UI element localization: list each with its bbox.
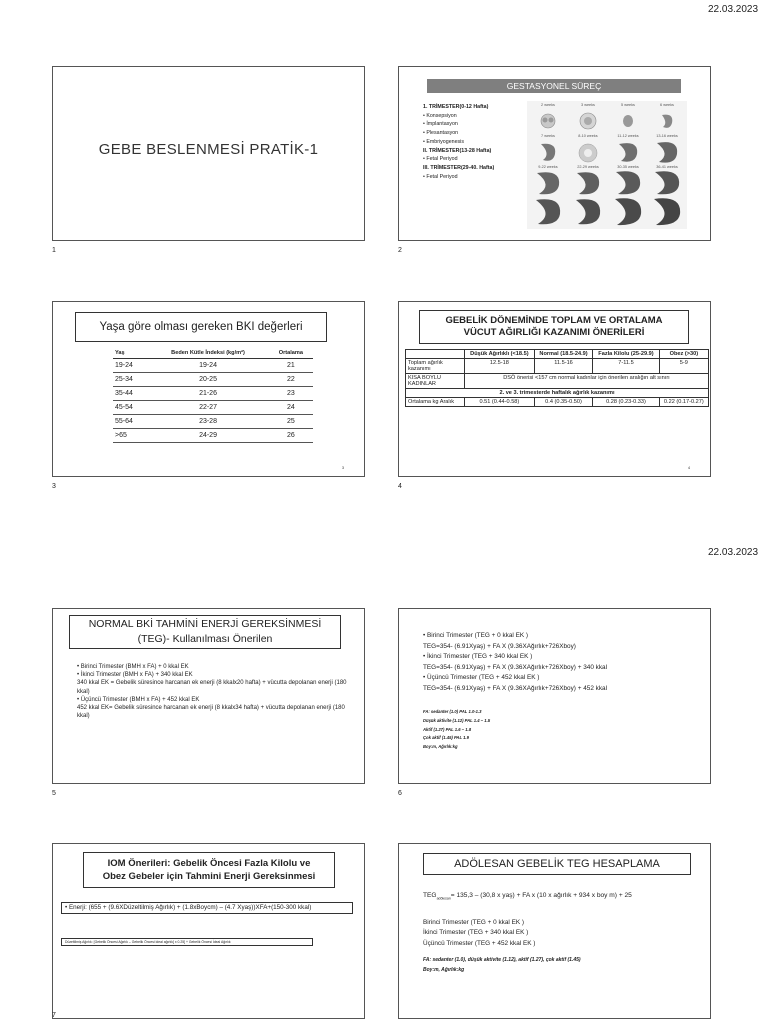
- embryo-cell: [648, 196, 686, 227]
- table-row: [113, 401, 313, 415]
- slide-number: 6: [398, 790, 402, 797]
- slide-1[interactable]: [52, 66, 365, 241]
- list-item: • Plesantasyon: [423, 129, 533, 138]
- table-cell: 22: [269, 373, 313, 387]
- table-row: [113, 429, 313, 443]
- list-item: • Birinci Trimester (BMH x FA) + 0 kkal EK: [77, 663, 347, 671]
- table-cell: 23: [269, 387, 313, 401]
- slide-7[interactable]: [52, 843, 365, 1019]
- table-cell: 25: [269, 415, 313, 429]
- table-row: [113, 359, 313, 373]
- embryo-cell: 3 weeks: [569, 103, 607, 134]
- list-item: • Embriyogenesis: [423, 138, 533, 147]
- slide-title-line: Obez Gebeler için Tahmini Enerji Gereksinmesi: [102, 871, 316, 882]
- table-cell: 22-27: [147, 401, 269, 415]
- table-cell: >65: [113, 429, 147, 443]
- table-cell: 19-24: [147, 359, 269, 373]
- page-date: 22.03.2023: [708, 4, 759, 15]
- trimester-heading: 1. TRİMESTER(0-12 Hafta): [423, 104, 489, 110]
- table-cell: 45-54: [113, 401, 147, 415]
- formula: TEG=354- (6.91Xyaş) + FA X (9.36XAğırlık+726Xboy) + 452 kkal: [423, 684, 608, 692]
- weight-gain-table: [405, 349, 709, 407]
- slide-2[interactable]: [398, 66, 711, 241]
- formula: $TEG_{adölesan}= 135,3 - (30,8$ x yaş) + FA x (10 x ağırlık + 934 x boy m) + 25: [423, 892, 632, 901]
- table-row: [113, 373, 313, 387]
- embryo-icon: [609, 196, 647, 227]
- list-item: Birinci Trimester (TEG + 0 kkal EK ): [423, 919, 525, 926]
- embryo-cell: 6 weeks: [648, 103, 686, 134]
- list-item: • Fetal Periyod: [423, 155, 533, 164]
- slide-8[interactable]: [398, 843, 711, 1019]
- table-cell: 25-34: [113, 373, 147, 387]
- slide-body: [423, 918, 703, 949]
- table-cell: 21-26: [147, 387, 269, 401]
- list-item: • İmplantasyon: [423, 120, 533, 129]
- slide-title: ADÖLESAN GEBELİK TEG HESAPLAMA: [423, 853, 691, 875]
- embryo-icon: [648, 196, 686, 227]
- slide-3[interactable]: [52, 301, 365, 477]
- slide-title-line: IOM Önerileri: Gebelik Öncesi Fazla Kilolu ve: [107, 858, 311, 869]
- slide-number: 5: [52, 790, 56, 797]
- table-cell: 20-25: [147, 373, 269, 387]
- table-cell: 55-64: [113, 415, 147, 429]
- table-cell: 7-11.5: [593, 359, 659, 374]
- embryo-icon: [569, 134, 607, 165]
- column-header: Ortalama: [269, 348, 313, 359]
- table-header-row: [113, 348, 313, 359]
- activity-notes: [423, 708, 703, 752]
- embryo-icon: [609, 103, 647, 134]
- embryo-cell: 22-29 weeks: [569, 165, 607, 196]
- table-cell: 12.5-18: [465, 359, 535, 374]
- formula-box: [61, 902, 353, 914]
- note: FA: sedanter (1.0) PAL 1.0-1.3: [423, 709, 482, 714]
- embryo-cell: 30-35 weeks: [609, 165, 647, 196]
- table-cell: 19-24: [113, 359, 147, 373]
- embryo-icon: [648, 165, 686, 196]
- table-cell: KISA BOYLU KADINLAR: [406, 374, 465, 389]
- trimester-heading: II. TRİMESTER(13-28 Hafta): [423, 147, 492, 154]
- list-item: • Birinci Trimester (TEG + 0 kkal EK ): [423, 631, 708, 642]
- embryo-cell: [609, 196, 647, 227]
- table-cell: 0.22 (0.17-0.27): [659, 398, 708, 407]
- slide-title: [69, 615, 341, 649]
- embryo-cell: [569, 196, 607, 227]
- embryo-cell: 7 weeks: [529, 134, 567, 165]
- slide-title: [419, 310, 689, 344]
- slide-4[interactable]: [398, 301, 711, 477]
- page-date: 22.03.2023: [708, 547, 759, 558]
- slide-title-line: VÜCUT AĞIRLIĞI KAZANIMI ÖNERİLERİ: [463, 327, 645, 338]
- slide-number: 7: [52, 1012, 56, 1019]
- embryo-icon: [569, 165, 607, 196]
- table-row: [406, 389, 709, 398]
- table-cell: 35-44: [113, 387, 147, 401]
- table-header-row: [406, 350, 709, 359]
- embryo-icon: [569, 196, 607, 227]
- embryo-icon: [529, 196, 567, 227]
- column-header: Düşük Ağırlıklı (<18.5): [465, 350, 535, 359]
- column-header: Fazla Kilolu (25-29.9): [593, 350, 659, 359]
- bullet: •: [65, 904, 69, 911]
- note: FA: sedanter (1.0), düşük aktivite (1.12), aktif (1.27), çok aktif (1.45): [423, 957, 581, 963]
- table-cell: DSÖ önerisi <157 cm normal kadınlar için önerilen aralığın alt sınırı: [465, 374, 709, 389]
- formula: TEG=354- (6.91Xyaş) + FA X (9.36XAğırlık+726Xboy) + 340 kkal: [423, 663, 608, 671]
- table-cell: 0.4 (0.35-0.50): [534, 398, 593, 407]
- list-item: • İkinci Trimester (TEG + 340 kkal EK ): [423, 652, 708, 663]
- embryo-icon: [529, 134, 567, 165]
- table-cell: 0.51 (0.44-0.58): [465, 398, 535, 407]
- table-row: [406, 359, 709, 374]
- embryo-cell: 9-22 weeks: [529, 165, 567, 196]
- slide-body: [423, 631, 708, 695]
- slide-body: [77, 663, 347, 720]
- formula: TEG=354- (6.91Xyaş) + FA X (9.36XAğırlık+726Xboy): [423, 642, 576, 650]
- footnote-box: Düzeltilmiş Ağırlık: [Gebelik Öncesi Ağırlık – Gebelik Öncesi ideal ağırlık] x 0.25] + Gebelik Öncesi İdeal Ağırlık: [61, 938, 313, 946]
- table-row: [113, 387, 313, 401]
- embryo-cell: 36-41 weeks: [648, 165, 686, 196]
- list-item: • Üçüncü Trimester (TEG + 452 kkal EK ): [423, 673, 708, 684]
- slide-title: [83, 852, 335, 888]
- embryo-icon: [529, 165, 567, 196]
- slide-corner-number: 3: [342, 466, 344, 470]
- trimester-heading: III. TRİMESTER(29-40. Hafta): [423, 164, 495, 171]
- activity-notes: [423, 955, 708, 975]
- table-cell: 2. ve 3. trimesterde haftalık ağırlık kazanımı: [406, 389, 709, 398]
- slide-number: 4: [398, 483, 402, 490]
- column-header: Normal (18.5-24.9): [534, 350, 593, 359]
- embryo-cell: 2 weeks: [529, 103, 567, 134]
- bmi-table: [113, 348, 313, 443]
- embryo-development-image: [527, 101, 687, 229]
- slide-number: 2: [398, 247, 402, 254]
- embryo-cell: [529, 196, 567, 227]
- list-item: • Konsepsiyon: [423, 112, 533, 121]
- slide-corner-number: 4: [688, 466, 690, 470]
- note: Boy:m, Ağırlık:kg: [423, 744, 458, 750]
- table-cell: 5-9: [659, 359, 708, 374]
- embryo-icon: [648, 103, 686, 134]
- note: Aktif (1.27) PAL 1.6 – 1.8: [423, 726, 472, 732]
- table-cell: 24: [269, 401, 313, 415]
- slide-title: GESTASYONEL SÜREÇ: [427, 79, 681, 93]
- slide-number: 3: [52, 483, 56, 490]
- list-item: • Fetal Periyod: [423, 173, 533, 182]
- column-header: Beden Kütle İndeksi (kg/m²): [147, 348, 269, 359]
- table-cell: 23-28: [147, 415, 269, 429]
- slide-title-line: GEBELİK DÖNEMİNDE TOPLAM VE ORTALAMA: [445, 315, 663, 326]
- embryo-icon: [609, 134, 647, 165]
- slide-number: 1: [52, 247, 56, 254]
- column-header: [406, 350, 465, 359]
- table-cell: Toplam ağırlık kazanımı: [406, 359, 465, 374]
- list-item: İkinci Trimester (TEG + 340 kkal EK ): [423, 929, 529, 937]
- slide-title: GEBE BESLENMESİ PRATİK-1: [98, 141, 319, 158]
- table-cell: 11.5-16: [534, 359, 593, 374]
- embryo-cell: 8-10 weeks: [569, 134, 607, 165]
- slide-6[interactable]: [398, 608, 711, 784]
- list-item: • İkinci Trimester (BMH x FA) + 340 kkal EK: [77, 671, 347, 679]
- table-row: [406, 398, 709, 407]
- table-row: [406, 374, 709, 389]
- table-row: [113, 415, 313, 429]
- table-cell: 0.28 (0.23-0.33): [593, 398, 659, 407]
- embryo-cell: 13-16 weeks: [648, 134, 686, 165]
- slide-5[interactable]: [52, 608, 365, 784]
- embryo-icon: [569, 103, 607, 134]
- embryo-icon: [609, 165, 647, 196]
- slide-title-line: NORMAL BKİ TAHMİNİ ENERJİ GEREKSİNMESİ: [88, 618, 322, 630]
- slide-title-line: (TEG)- Kullanılması Önerilen: [137, 633, 273, 645]
- formula: Enerji: (655 + (9.6XDüzeltilmiş Ağırlık) + (1.8xBoycm) – (4.7 Xyaş))XFA+(150-300 kkal): [68, 904, 312, 911]
- embryo-cell: 5 weeks: [609, 103, 647, 134]
- slide-title: Yaşa göre olması gereken BKI değerleri: [75, 312, 327, 342]
- table-cell: Ortalama kg Aralık: [406, 398, 465, 407]
- column-header: Yaş: [113, 348, 147, 359]
- trimester-list: [423, 103, 533, 181]
- note: Düşük aktivite (1.12) PAL 1.4 – 1.5: [423, 717, 491, 723]
- embryo-cell: 11-12 weeks: [609, 134, 647, 165]
- table-cell: 24-29: [147, 429, 269, 443]
- column-header: Obez (>30): [659, 350, 708, 359]
- paragraph: 452 kkal EK= Gebelik süresince harcanan ek enerji (8 kkalx34 hafta) + vücutta depolanan enerji (180 kkal): [77, 705, 345, 720]
- table-cell: 26: [269, 429, 313, 443]
- note: Çok aktif (1.45) PAL 1.9: [423, 735, 469, 741]
- list-item: Üçüncü Trimester (TEG + 452 kkal EK ): [423, 939, 536, 947]
- note: Boy:m, Ağırlık:kg: [423, 967, 465, 973]
- paragraph: 340 kkal EK = Gebelik süresince harcanan ek enerji (8 kkalx20 hafta) + vücutta depolanan enerji (180 kkal): [77, 680, 347, 695]
- list-item: • Üçüncü Trimester (BMH x FA) + 452 kkal EK: [77, 696, 347, 704]
- embryo-icon: [648, 134, 686, 165]
- embryo-icon: [529, 103, 567, 134]
- table-cell: 21: [269, 359, 313, 373]
